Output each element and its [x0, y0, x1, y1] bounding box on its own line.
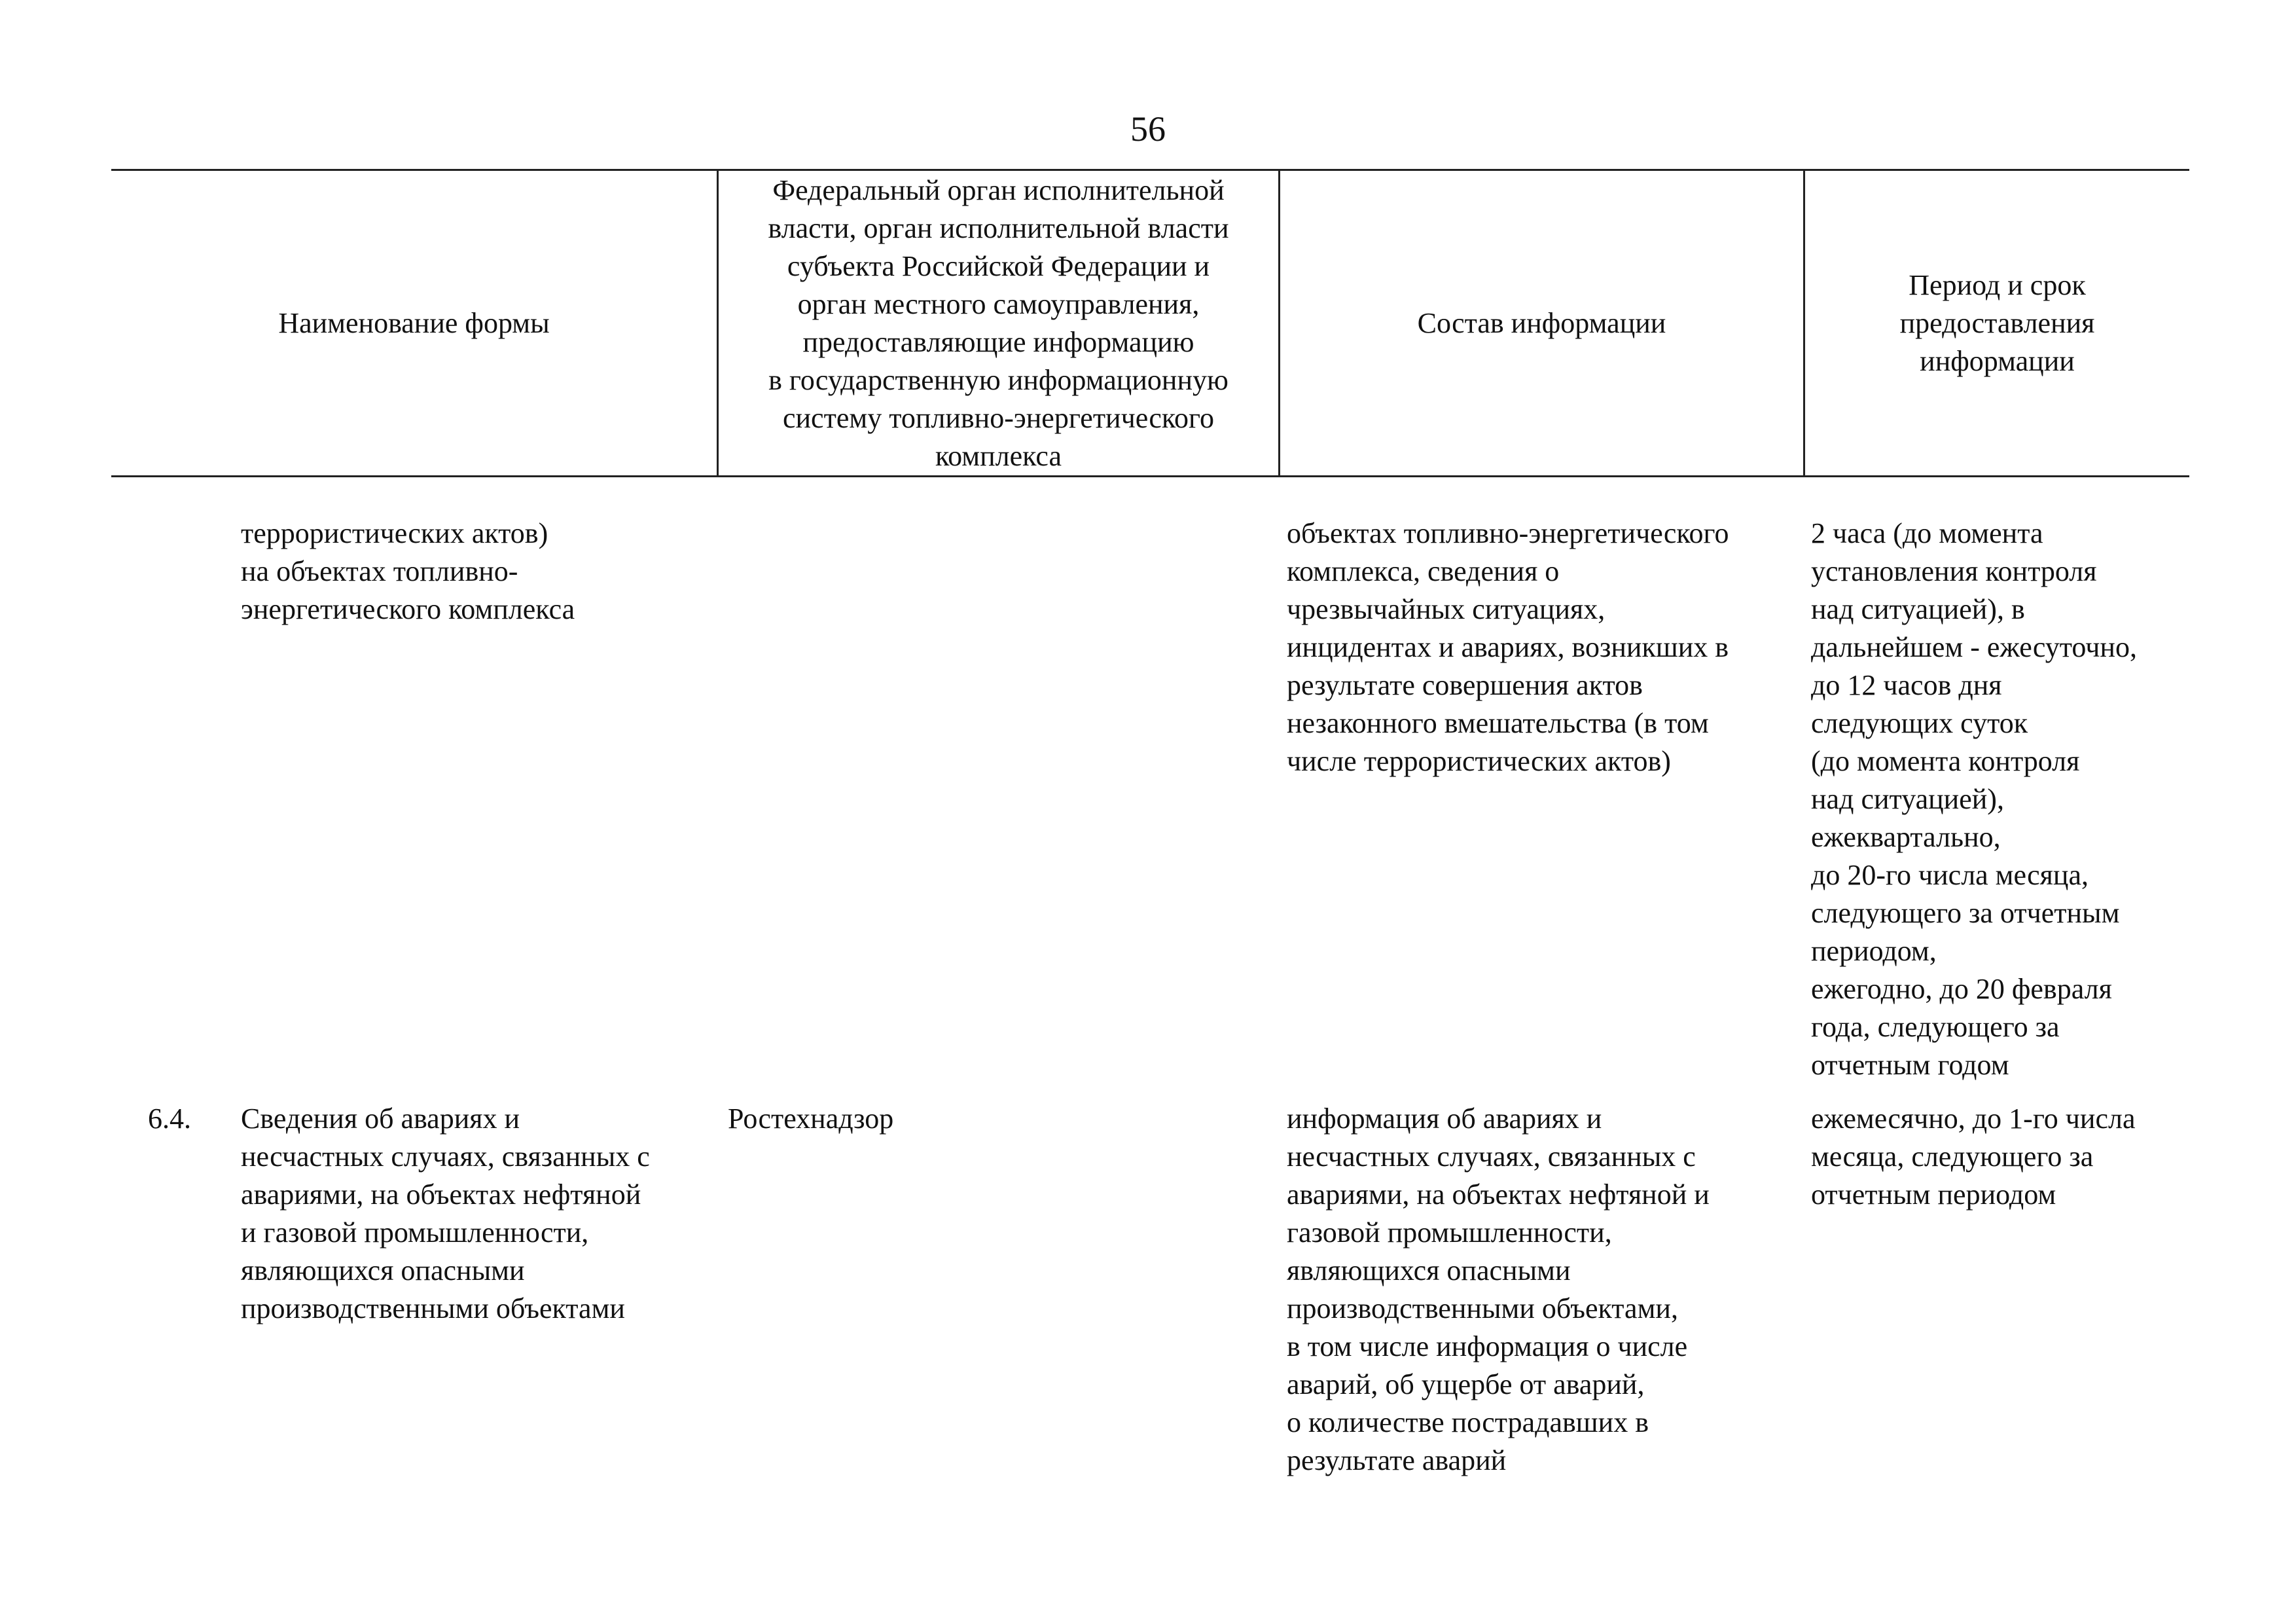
row1-period: [1811, 515, 2137, 1084]
page-number: 56: [1130, 109, 1166, 149]
row1-period-line: установления контроля: [1811, 555, 2097, 587]
header-authority-line: комплекса: [935, 440, 1062, 472]
row1-content-line: объектах топливно-энергетического: [1287, 517, 1729, 549]
row1-content-line: инцидентах и авариях, возникших в: [1287, 631, 1729, 663]
row2-content-line: о количестве пострадавших в: [1287, 1406, 1649, 1438]
row2-name-line: являющихся опасными: [241, 1254, 525, 1286]
row2-name-line: и газовой промышленности,: [241, 1216, 589, 1249]
header-content: Состав информации: [1417, 307, 1666, 339]
row1-content-line: комплекса, сведения о: [1287, 555, 1560, 587]
table-top-rule: [111, 169, 2189, 171]
row2-content-line: несчастных случаях, связанных с: [1287, 1140, 1696, 1173]
row2-period-line: ежемесячно, до 1-го числа: [1811, 1103, 2136, 1135]
row1-period-line: ежегодно, до 20 февраля: [1811, 973, 2112, 1005]
row2-period-line: месяца, следующего за: [1811, 1140, 2094, 1173]
row1-period-line: дальнейшем - ежесуточно,: [1811, 631, 2137, 663]
row2-content-line: являющихся опасными: [1287, 1254, 1571, 1286]
row2-name-line: Сведения об авариях и: [241, 1103, 520, 1135]
row1-period-line: до 20-го числа месяца,: [1811, 859, 2089, 891]
row1-period-line: следующего за отчетным: [1811, 897, 2120, 929]
row2-content-line: результате аварий: [1287, 1444, 1507, 1476]
header-period-line: предоставления: [1899, 307, 2095, 339]
row2-authority: [728, 1100, 893, 1138]
row1-name-line: террористических актов): [241, 517, 548, 549]
row2-period: [1811, 1100, 2135, 1214]
header-authority: [719, 172, 1278, 475]
row1-name-line: на объектах топливно-: [241, 555, 518, 587]
header-authority-line: Федеральный орган исполнительной: [772, 174, 1225, 206]
row1-name: [241, 515, 575, 629]
row2-name-line: несчастных случаях, связанных с: [241, 1140, 650, 1173]
row2-authority-line: Ростехнадзор: [728, 1103, 894, 1135]
row1-period-line: (до момента контроля: [1811, 745, 2080, 777]
header-authority-line: власти, орган исполнительной власти: [768, 212, 1229, 244]
row2-name: [241, 1100, 650, 1328]
header-authority-line: субъекта Российской Федерации и: [787, 250, 1210, 282]
header-form-name: Наименование формы: [278, 307, 550, 339]
header-authority-line: предоставляющие информацию: [802, 326, 1194, 358]
row1-period-line: периодом,: [1811, 935, 1937, 967]
row2-content-line: информация об авариях и: [1287, 1103, 1602, 1135]
header-period-line: Период и срок: [1909, 269, 2086, 301]
row1-content-line: незаконного вмешательства (в том: [1287, 707, 1709, 739]
row1-period-line: до 12 часов дня: [1811, 669, 2002, 701]
row1-name-line: энергетического комплекса: [241, 593, 575, 625]
row1-period-line: 2 часа (до момента: [1811, 517, 2043, 549]
row2-period-line: отчетным периодом: [1811, 1178, 2056, 1211]
row1-period-line: над ситуацией), в: [1811, 593, 2025, 625]
row2-name-line: производственными объектами: [241, 1292, 625, 1324]
header-bottom-rule: [111, 475, 2189, 477]
row1-period-line: над ситуацией),: [1811, 783, 2004, 815]
row1-period-line: года, следующего за: [1811, 1011, 2060, 1043]
header-period: [1805, 172, 2189, 475]
row1-period-line: ежеквартально,: [1811, 821, 2001, 853]
row2-content-line: авариями, на объектах нефтяной и: [1287, 1178, 1710, 1211]
row2-content-line: производственными объектами,: [1287, 1292, 1678, 1324]
row1-content: [1287, 515, 1729, 780]
row2-content: [1287, 1100, 1710, 1480]
header-authority-line: орган местного самоуправления,: [797, 288, 1200, 320]
row1-content-line: чрезвычайных ситуациях,: [1287, 593, 1605, 625]
row1-content-line: результате совершения актов: [1287, 669, 1643, 701]
header-period-line: информации: [1920, 345, 2075, 377]
header-authority-line: систему топливно-энергетического: [782, 402, 1214, 434]
row2-content-line: газовой промышленности,: [1287, 1216, 1612, 1249]
row1-content-line: числе террористических актов): [1287, 745, 1671, 777]
row2-name-line: авариями, на объектах нефтяной: [241, 1178, 641, 1211]
row1-period-line: следующих суток: [1811, 707, 2028, 739]
row2-content-line: аварий, об ущербе от аварий,: [1287, 1368, 1645, 1400]
row2-number: 6.4.: [148, 1103, 191, 1135]
row2-content-line: в том числе информация о числе: [1287, 1330, 1688, 1362]
row1-period-line: отчетным годом: [1811, 1049, 2009, 1081]
header-authority-line: в государственную информационную: [768, 364, 1229, 396]
